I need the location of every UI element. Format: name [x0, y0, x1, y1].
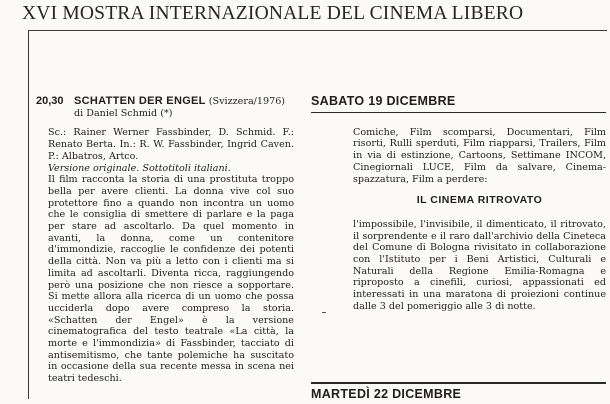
- stray-mark: [322, 312, 326, 313]
- film-details: [48, 127, 294, 384]
- program-intro: Comiche, Film scomparsi, Documentari, Film risorti, Rulli sperduti, Film riapparsi, Trailers, Film in via di estinzione, Cartoons, Settimane INCOM, Cinegiornali LUCE, Film da salvare, Cinema-spazzatura, Film a perdere:: [353, 126, 606, 185]
- day-program: [353, 127, 606, 313]
- screening-time: 20,30: [36, 95, 64, 107]
- film-entry-header: [36, 96, 294, 119]
- film-listing: [36, 96, 294, 385]
- film-title: SCHATTEN DER ENGEL: [74, 95, 206, 107]
- section-title: IL CINEMA RITROVATO: [416, 194, 543, 207]
- film-title-block: [74, 96, 294, 119]
- film-version: Versione originale. Sottotitoli italiani.: [48, 162, 231, 174]
- day-heading-saturday: SABATO 19 DICEMBRE: [311, 96, 606, 113]
- section-description: l'impossibile, l'invisibile, il dimenticato, il ritrovato, il sorprendente e il raro dall'archivio della Cineteca del Comune di Bologna rivisitato in collaborazione con l'Istituto per i Beni Artistici, Culturali e Naturali della Regione Emilia-Romagna e riproposto a cinefili, curiosi, appassionati ed interessati in una maratona di proiezioni continue dalle 3 del pomeriggio alle 3 di notte.: [353, 218, 606, 312]
- schedule-column: [311, 96, 606, 313]
- film-credits: Sc.: Rainer Werner Fassbinder, D. Schmid. F.: Renato Berta. In.: R. W. Fassbinder, Ingrid Caven. P.: Albatros, Artco.: [48, 127, 294, 162]
- film-origin: (Svizzera/1976) di Daniel Schmid (*): [74, 96, 286, 119]
- page-header-title: XVI MOSTRA INTERNAZIONALE DEL CINEMA LIBERO: [22, 3, 524, 24]
- day-heading-tuesday: MARTEDÌ 22 DICEMBRE: [311, 382, 606, 401]
- film-synopsis: Il film racconta la storia di una prostituta troppo bella per avere clienti. La donna vive col suo protettore fino a quando non incontra un uomo che le consiglia di smettere di parlare e la paga per stare ad ascoltarlo. Da quel momento in avanti, la donna, come un contenitore d'immondizie, raccoglie le confidenze dei potenti della città. Non va più a letto con i clienti ma si limita ad ascoltarli. Diventa ricca, raggiungendo però una posizione che non riesce a sopportare. Si mette allora alla ricerca di un uomo che possa ucciderla dopo avere compreso la storia. «Schatten der Engel» è la versione cinematografica del testo teatrale «La città, la morte e l'immondizia» di Fassbinder, tacciato di antisemitismo, che tante polemiche ha suscitato in occasione della sua recente messa in scena nei teatri tedeschi.: [48, 174, 294, 385]
